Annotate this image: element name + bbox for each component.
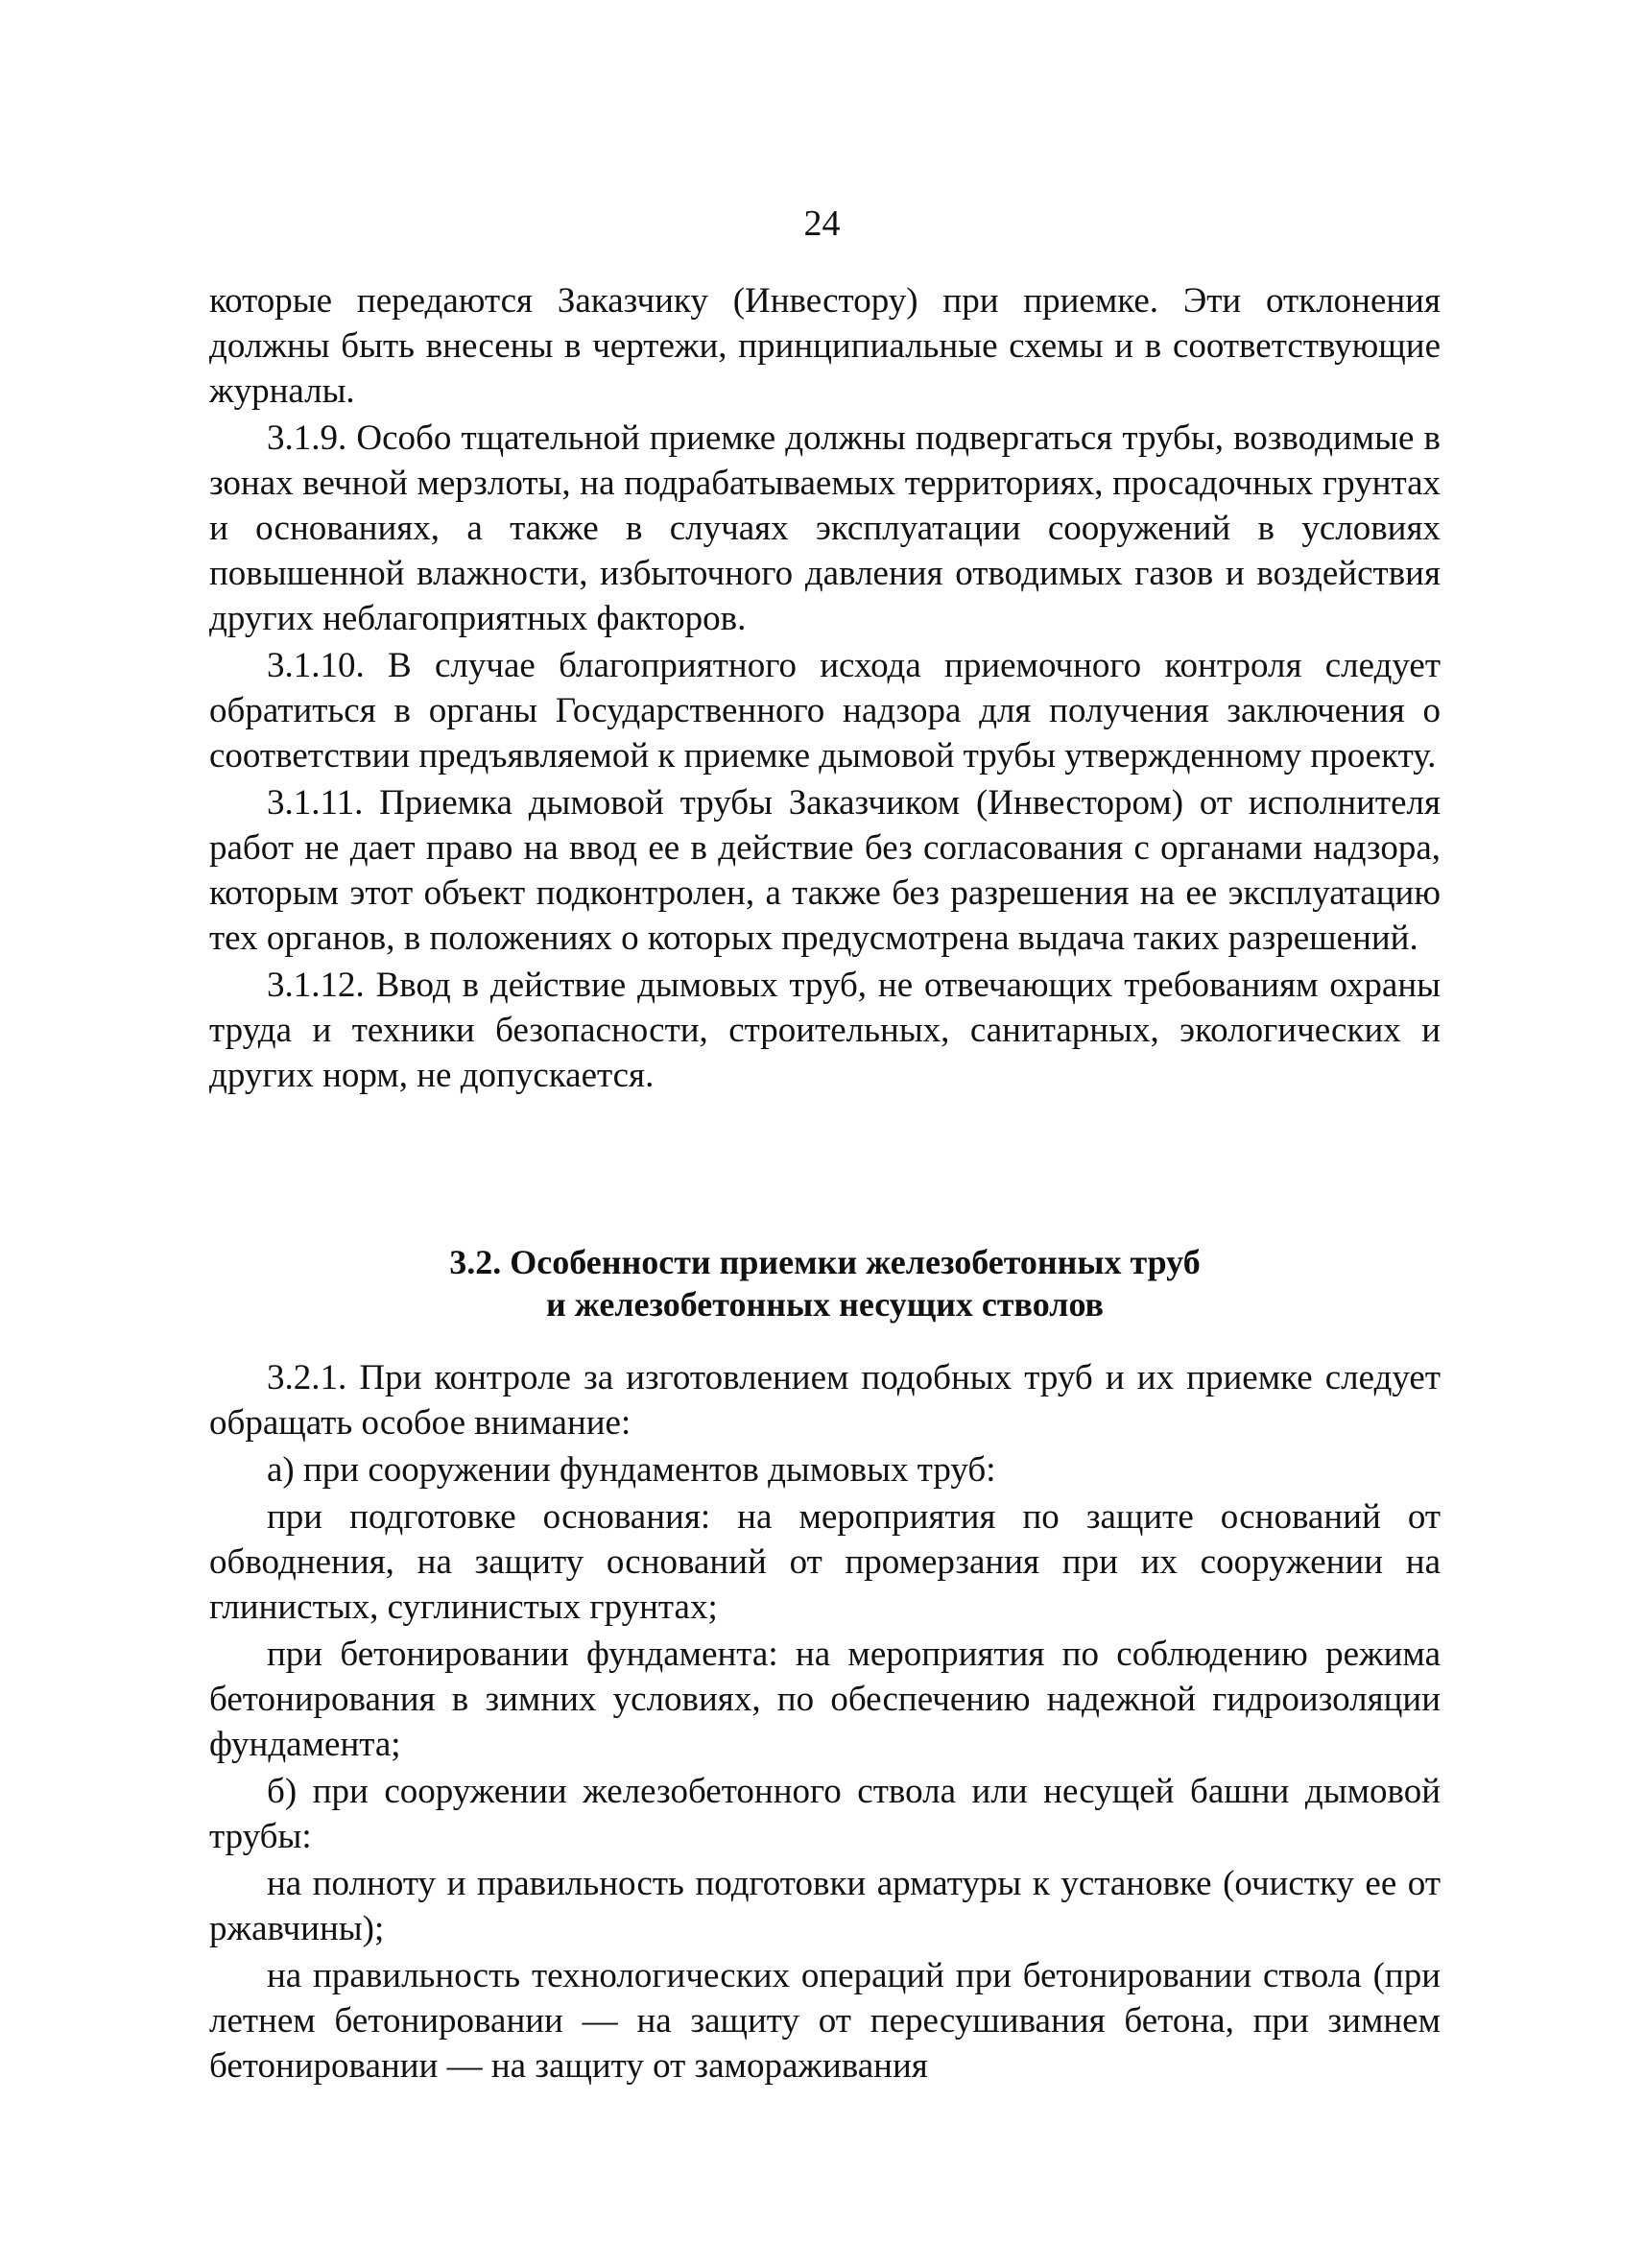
paragraph-3-1-12: 3.1.12. Ввод в действие дымовых труб, не отвечающих требованиям охраны труда и техники безопасности, строительных, санитарных, экологических и других норм, не допускается. [209,966,1441,1095]
heading-line-2: и железобетонных несущих стволов [545,1285,1104,1324]
list-item-b-1: на полноту и правильность подготовки арматуры к установке (очистку ее от ржавчины); [209,1864,1441,1948]
list-item-a-1: при подготовке основания: на мероприятия по защите оснований от обводнения, на защиту оснований от промерзания при их сооружении на глинистых, суглинистых грунтах; [209,1497,1441,1627]
section-3-2-heading [209,1241,1441,1325]
list-item-a-2: при бетонировании фундамента: на мероприятия по соблюдению режима бетонирования в зимних условиях, по обеспечению надежной гидроизоляции фундамента; [209,1635,1441,1764]
paragraph-continuation: которые передаются Заказчику (Инвестору) при приемке. Эти отклонения должны быть внесены в чертежи, принципиальные схемы и в соответствующие журналы. [209,281,1441,411]
section-3-2-body [209,1355,1441,2090]
paragraph-3-2-1: 3.2.1. При контроле за изготовлением подобных труб и их приемке следует обращать особое внимание: [209,1358,1441,1443]
list-item-b: б) при сооружении железобетонного ствола или несущей башни дымовой трубы: [209,1772,1441,1856]
list-item-a: а) при сооружении фундаментов дымовых труб: [267,1450,996,1490]
section-3-1-body [209,278,1441,1100]
page-number: 24 [803,203,841,244]
paragraph-3-1-11: 3.1.11. Приемка дымовой трубы Заказчиком (Инвестором) от исполнителя работ не дает право на ввод ее в действие без согласования с органами надзора, которым этот объект подконтролен, а также без разрешения на ее эксплуатацию тех органов, в положениях о которых предусмотрена выдача таких разрешений. [209,783,1441,958]
paragraph-3-1-10: 3.1.10. В случае благоприятного исхода приемочного контроля следует обратиться в органы Государственного надзора для получения заключения о соответствии предъявляемой к приемке дымовой трубы утвержденному проекту. [209,646,1441,776]
list-item-b-2: на правильность технологических операций при бетонировании ствола (при летнем бетонировании — на защиту от пересушивания бетона, при зимнем бетонировании — на защиту от замораживания [209,1956,1441,2086]
paragraph-3-1-9: 3.1.9. Особо тщательной приемке должны подвергаться трубы, возводимые в зонах вечной мерзлоты, на подрабатываемых территориях, просадочных грунтах и основаниях, а также в случаях эксплуатации сооружений в условиях повышенной влажности, избыточного давления отводимых газов и воздействия других неблагоприятных факторов. [209,418,1441,638]
heading-line-1: 3.2. Особенности приемки железобетонных труб [449,1243,1201,1281]
